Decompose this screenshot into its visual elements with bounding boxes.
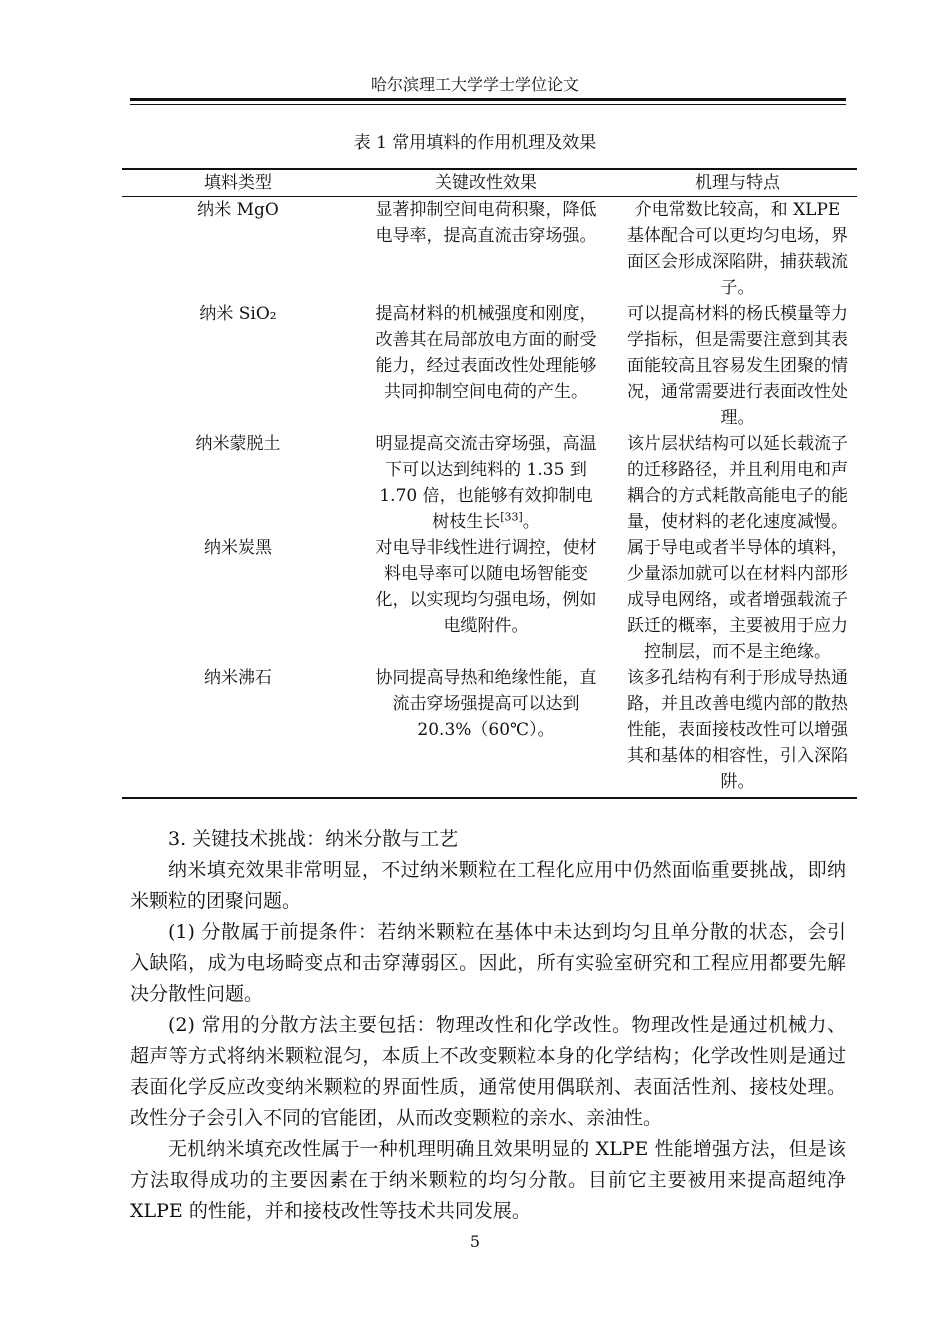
table-row [122, 665, 857, 798]
cell-mechanism: 可以提高材料的杨氏模量等力学指标，但是需要注意到其表面能较高且容易发生团聚的情况，通常需要进行表面改性处理。 [627, 304, 848, 428]
cell-type: 纳米炭黑 [204, 538, 272, 558]
cell-effect-text: 明显提高交流击穿场强，高温下可以达到纯料的 1.35 到 1.70 倍，也能够有效抑制电树枝生长 [375, 434, 597, 532]
cell-effect: 对电导非线性进行调控，使材料电导率可以随电场智能变化，以实现均匀强电场，例如电缆附件。 [375, 538, 597, 636]
table-header-row [122, 169, 857, 197]
table-row [122, 431, 857, 535]
cell-effect: 显著抑制空间电荷积聚，降低电导率，提高直流击穿场强。 [375, 200, 597, 246]
cell-type: 纳米沸石 [122, 665, 354, 798]
paragraph: 无机纳米填充改性属于一种机理明确且效果明显的 XLPE 性能增强方法，但是该方法取得成功的主要因素在于纳米颗粒的均匀分散。目前它主要被用来提高超纯净 XLPE 的性能，并和接枝改性等技术共同发展。 [130, 1138, 846, 1222]
cell-effect: 提高材料的机械强度和刚度，改善其在局部放电方面的耐受能力，经过表面改性处理能够共同抑制空间电荷的产生。 [375, 304, 597, 402]
filler-table [122, 168, 857, 799]
table-row [122, 197, 857, 302]
header-rule-thin [130, 104, 846, 105]
cell-effect: 协同提高导热和绝缘性能，直流击穿场强提高可以达到 20.3%（60℃）。 [354, 665, 618, 798]
section-heading: 3. 关键技术挑战：纳米分散与工艺 [168, 828, 459, 850]
cell-mechanism: 该多孔结构有利于形成导热通路，并且改善电缆内部的散热性能，表面接枝改性可以增强其和基体的相容性，引入深陷阱。 [618, 665, 857, 798]
cell-type: 纳米 SiO₂ [199, 304, 277, 324]
paragraph: 纳米填充效果非常明显，不过纳米颗粒在工程化应用中仍然面临重要挑战，即纳米颗粒的团聚问题。 [130, 859, 846, 912]
cell-type: 纳米 MgO [197, 200, 279, 220]
column-header-type: 填料类型 [122, 169, 354, 197]
citation-ref: [33] [500, 510, 523, 524]
body-text [130, 824, 846, 1227]
cell-type: 纳米蒙脱土 [195, 434, 281, 454]
table-row [122, 301, 857, 431]
running-header: 哈尔滨理工大学学士学位论文 [370, 75, 579, 94]
cell-mechanism: 该片层状结构可以延长载流子的迁移路径，并且利用电和声耦合的方式耗散高能电子的能量，使材料的老化速度减慢。 [627, 434, 848, 532]
column-header-mechanism: 机理与特点 [618, 169, 857, 197]
table-row [122, 535, 857, 665]
cell-mechanism: 属于导电或者半导体的填料，少量添加就可以在材料内部形成导电网络，或者增强载流子跃迁的概率，主要被用于应力控制层，而不是主绝缘。 [627, 538, 848, 662]
header-rule-thick [130, 98, 846, 101]
cell-effect-end: 。 [522, 512, 540, 532]
paragraph: (1) 分散属于前提条件：若纳米颗粒在基体中未达到均匀且单分散的状态，会引入缺陷，成为电场畸变点和击穿薄弱区。因此，所有实验室研究和工程应用都要先解决分散性问题。 [130, 921, 846, 1005]
cell-effect [354, 431, 618, 535]
table-caption: 表 1 常用填料的作用机理及效果 [353, 133, 597, 153]
page-number: 5 [469, 1232, 481, 1251]
column-header-effect: 关键改性效果 [354, 169, 618, 197]
cell-mechanism: 介电常数比较高，和 XLPE 基体配合可以更均匀电场，界面区会形成深陷阱，捕获载流子。 [627, 200, 848, 298]
paragraph: (2) 常用的分散方法主要包括：物理改性和化学改性。物理改性是通过机械力、超声等方式将纳米颗粒混匀，本质上不改变颗粒本身的化学结构；化学改性则是通过表面化学反应改变纳米颗粒的界面性质，通常使用偶联剂、表面活性剂、接枝处理。改性分子会引入不同的官能团，从而改变颗粒的亲水、亲油性。 [130, 1014, 846, 1129]
